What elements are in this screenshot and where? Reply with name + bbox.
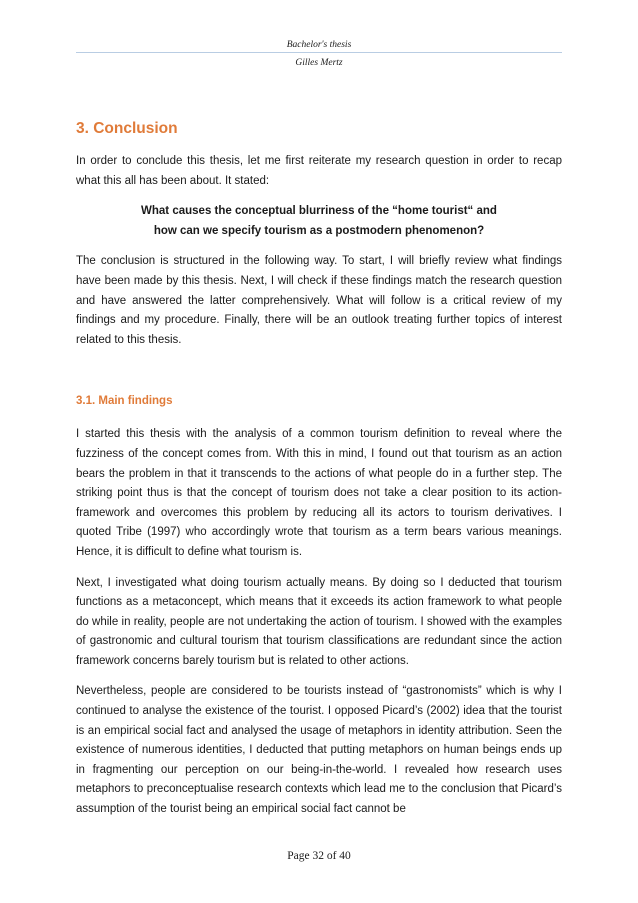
header-divider xyxy=(76,52,562,53)
intro-paragraph: In order to conclude this thesis, let me first reiterate my research question in order to recap what this all has been about. It stated: xyxy=(76,155,562,187)
section-title: 3. Conclusion xyxy=(76,120,178,137)
findings-paragraph-3: Nevertheless, people are considered to be tourists instead of “gastronomists” which is why I continued to analyse the existence of the tourist. I opposed Picard’s (2002) idea that the tourist is an empirical social fact and analysed the usage of metaphors in identity attribution. Seen the existence of numerous identities, I deducted that putting metaphors on human beings ends up in fragmenting our perception on our being-in-the-world. I revealed how research uses metaphors to preconceptualise research contexts which lead me to the conclusion that Picard’s assumption of the tourist being an empirical social fact cannot be xyxy=(76,685,562,816)
research-question-line-1: What causes the conceptual blurriness of the “home tourist“ and xyxy=(141,205,497,218)
structure-paragraph: The conclusion is structured in the following way. To start, I will briefly review what findings have been made by this thesis. Next, I will check if these findings match the research question and have answered the latter comprehensively. What will follow is a critical review of my findings and my procedure. Finally, there will be an outlook treating further topics of interest related to this thesis. xyxy=(76,255,562,346)
findings-paragraph-1: I started this thesis with the analysis of a common tourism definition to reveal where the fuzziness of the concept comes from. With this in mind, I found out that tourism as an action bears the problem in that it transcends to the actions of what people do in a further step. The striking point thus is that the concept of tourism does not take a clear position to its action-framework and overcomes this problem by reducing all its actors to tourism derivatives. I quoted Tribe (1997) who accordingly wrote that tourism as a term bears various meanings. Hence, it is difficult to define what tourism is. xyxy=(76,428,562,558)
research-question xyxy=(76,202,562,241)
findings-paragraph-2: Next, I investigated what doing tourism actually means. By doing so I deducted that tourism functions as a metaconcept, which means that it exceeds its action framework to what people do while in reality, people are not undertaking the action of tourism. I showed with the examples of gastronomic and cultural tourism that tourism classifications are redundant since the action framework concerns barely tourism but is related to other actions. xyxy=(76,576,562,667)
page-body xyxy=(76,118,562,831)
subsection-title: 3.1. Main findings xyxy=(76,395,173,408)
page-number: Page 32 of 40 xyxy=(287,850,351,862)
running-header-title: Bachelor's thesis xyxy=(286,40,352,50)
running-header-author: Gilles Mertz xyxy=(295,58,343,68)
section-spacer xyxy=(76,361,562,391)
research-question-line-2: how can we specify tourism as a postmodern phenomenon? xyxy=(153,224,485,237)
